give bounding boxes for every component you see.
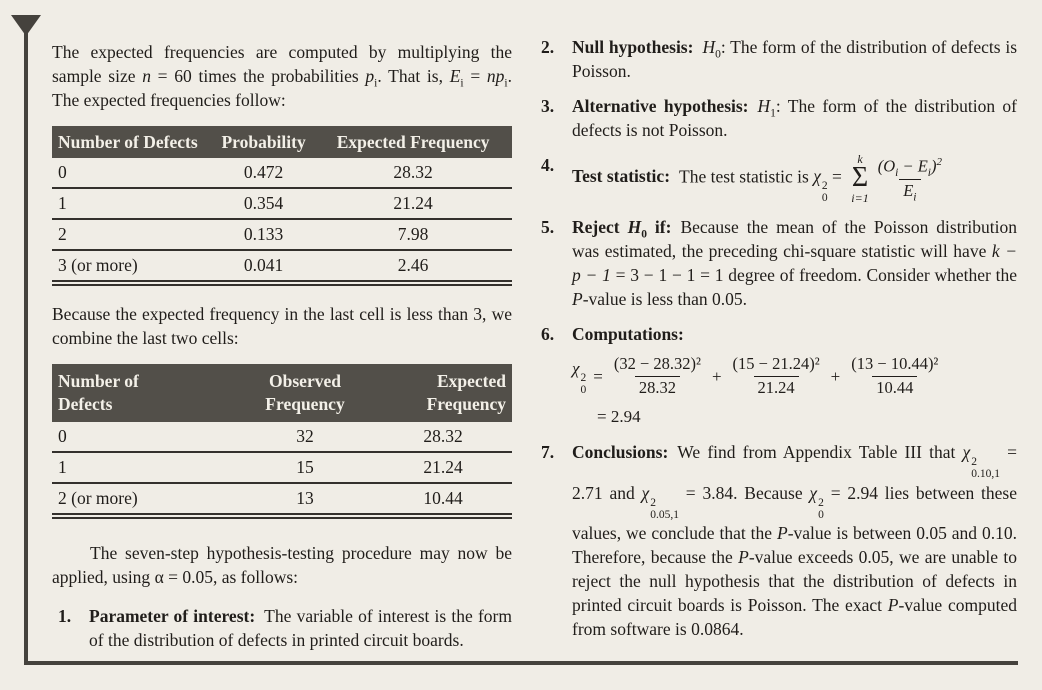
fraction	[847, 355, 942, 398]
computation-formula	[572, 355, 1017, 429]
intro-paragraph	[52, 40, 512, 112]
step-number: 5.	[541, 217, 555, 238]
bottom-page-rule	[24, 661, 1018, 665]
sum-lower-limit: i=1	[851, 190, 869, 205]
step-label	[572, 217, 672, 241]
cell: 0.354	[213, 188, 314, 219]
text-run: (O	[877, 156, 896, 176]
chi-squared-symbol	[813, 166, 828, 205]
math-var-H: H	[702, 37, 716, 57]
cell: 2	[52, 219, 213, 250]
text-run: -value is less than 0.05.	[582, 289, 747, 310]
table-header-row	[52, 126, 512, 158]
math-var-P: P	[776, 522, 788, 543]
header-cell-expected-frequency: Expected Frequency	[314, 126, 512, 158]
table-row	[52, 452, 512, 483]
math-var-np: np	[486, 66, 505, 86]
header-line: Observed	[269, 371, 341, 391]
math-var-P: P	[887, 594, 899, 615]
step-6-computations	[541, 322, 1017, 429]
header-line: Defects	[58, 394, 113, 414]
text-run: Reject	[572, 217, 628, 238]
text-run: − E	[898, 156, 928, 176]
text-run: = 3 − 1 − 1 = 1 degree of freedom. Consider whether the	[610, 265, 1017, 286]
cell: 1	[52, 452, 236, 483]
step-7-conclusions	[541, 440, 1017, 640]
fraction-denominator: 21.24	[754, 376, 799, 398]
subscript-0: 0	[715, 48, 721, 61]
text-run: . That is,	[377, 66, 450, 86]
chi-squared-symbol	[641, 482, 679, 521]
step-body	[572, 35, 1017, 83]
table-row	[52, 188, 512, 219]
subscript-0: 0	[641, 228, 647, 241]
equals-sign: =	[832, 166, 842, 187]
header-line: Number of	[58, 371, 139, 391]
text-run: -value computed from software is 0.0864.	[572, 594, 1017, 639]
cell: 0.133	[213, 219, 314, 250]
superscript: 2	[818, 496, 824, 509]
vertical-rule	[24, 15, 28, 665]
math-var-n: n	[142, 66, 151, 86]
left-column	[52, 40, 512, 652]
cell: 0.472	[213, 158, 314, 188]
chi-glyph: χ	[809, 482, 818, 503]
step-number: 4.	[541, 155, 555, 175]
chi-glyph: χ	[962, 442, 971, 463]
header-cell-number-of-defects	[52, 364, 236, 422]
subscript: 0.10,1	[971, 468, 1000, 481]
subscript-i: i	[504, 77, 508, 90]
text-run: We find from Appendix Table III that	[677, 442, 963, 463]
math-var-E: E	[903, 180, 914, 200]
text-run: if:	[646, 217, 672, 238]
subscript-i: i	[374, 77, 378, 90]
text-run: -value exceeds 0.05, we are unable to reject the null hypothesis that the distribution of defects in printed circuit boards is Poisson. The exact	[572, 546, 1017, 615]
computation-result: = 2.94	[597, 407, 641, 427]
cell: 2.46	[314, 250, 512, 283]
table-row	[52, 250, 512, 283]
cell: 28.32	[374, 422, 512, 452]
superscript: 2	[580, 372, 587, 385]
right-column	[541, 35, 1017, 641]
chi-squared-symbol	[572, 357, 586, 396]
text-run: = 0.05, as follows:	[163, 567, 299, 587]
step-number: 3.	[541, 96, 555, 116]
step-4-test-statistic	[541, 153, 1017, 204]
chi-squared-symbol	[809, 482, 824, 521]
cell: 13	[236, 483, 374, 516]
superscript: 2	[971, 456, 977, 469]
header-cell-observed-frequency	[236, 364, 374, 422]
fraction-denominator	[899, 179, 920, 201]
math-var-P: P	[738, 546, 749, 567]
subscript-1: 1	[770, 107, 776, 120]
math-var-H: H	[627, 217, 642, 238]
subscript-i: i	[913, 190, 917, 203]
step-body	[572, 322, 1017, 429]
chi-squared-symbol	[962, 442, 1000, 481]
math-var-H: H	[757, 96, 771, 116]
fraction	[610, 355, 705, 398]
equals-sign: =	[593, 366, 603, 386]
step-number: 1.	[58, 606, 72, 626]
text-run: = 3.84. Because	[678, 482, 810, 503]
fraction-numerator: (32 − 28.32)²	[613, 354, 701, 374]
text-run: = 60 times the probabilities	[150, 66, 366, 86]
step-label: Parameter of interest:	[89, 606, 256, 626]
example-continuation-marker	[0, 0, 50, 690]
step-body	[89, 604, 512, 652]
cell: 0	[52, 158, 213, 188]
table-header-row	[52, 364, 512, 422]
math-var-E: E	[449, 66, 461, 86]
fraction-numerator: (13 − 10.44)²	[851, 354, 939, 374]
text-run: The test statistic is	[679, 166, 814, 187]
step-label: Alternative hypothesis:	[572, 96, 749, 116]
text-run: The seven-step hypothesis-testing procedure may now be applied, using	[52, 543, 512, 587]
formula-line	[572, 355, 1017, 398]
math-expression: k − p − 1	[572, 241, 1017, 286]
subscript-i: i	[460, 77, 464, 90]
cell: 2 (or more)	[52, 483, 236, 516]
math-var-P: P	[572, 289, 583, 310]
table-row	[52, 158, 512, 188]
chi-glyph: χ	[813, 166, 821, 187]
sum-upper-limit: k	[857, 152, 863, 166]
subscript: 0	[821, 192, 828, 205]
step-body	[572, 153, 1017, 204]
step-label: Computations:	[572, 324, 684, 345]
text-run: : The form of the distribution of defects is not Poisson.	[572, 96, 1017, 140]
header-line: Expected	[436, 371, 506, 391]
cell: 7.98	[314, 219, 512, 250]
step-label: Test statistic:	[572, 166, 671, 187]
table-row	[52, 422, 512, 452]
text-run: =	[463, 66, 487, 86]
superscript-2: 2	[936, 156, 942, 169]
cell: 28.32	[314, 158, 512, 188]
cell: 21.24	[374, 452, 512, 483]
header-cell-probability: Probability	[213, 126, 314, 158]
observed-expected-frequencies-table	[52, 364, 512, 519]
header-cell-number-of-defects: Number of Defects	[52, 126, 213, 158]
chi-glyph: χ	[641, 482, 650, 503]
cell: 1	[52, 188, 213, 219]
text-run: = 2.71 and	[572, 442, 1017, 503]
step-3-alternative-hypothesis	[541, 94, 1017, 142]
step-5-reject-h0-if	[541, 215, 1017, 311]
fraction-denominator: 28.32	[635, 376, 680, 398]
math-var-p: p	[365, 66, 375, 86]
step-number: 2.	[541, 37, 555, 57]
subscript-i: i	[895, 166, 899, 179]
summation-symbol	[851, 153, 868, 204]
text-run: The variable of interest is the form of the distribution of defects in printed circuit boards.	[89, 606, 512, 650]
text-run: Because the mean of the Poisson distribution was estimated, the preceding chi-square statistic will have	[572, 217, 1017, 262]
step-number: 7.	[541, 442, 555, 463]
fraction	[729, 355, 824, 398]
superscript: 2	[650, 496, 656, 509]
combine-cells-note: Because the expected frequency in the last cell is less than 3, we combine the last two cells:	[52, 304, 512, 348]
subscript: 0.05,1	[650, 508, 679, 521]
cell: 0	[52, 422, 236, 452]
fraction-numerator	[874, 156, 946, 178]
text-run: = 2.94 lies between these values, we conclude that the	[572, 482, 1017, 543]
chi-glyph: χ	[572, 359, 580, 379]
step-body	[572, 94, 1017, 142]
cell: 10.44	[374, 483, 512, 516]
step-label: Conclusions:	[572, 442, 669, 463]
procedure-paragraph	[52, 541, 512, 589]
step-2-null-hypothesis	[541, 35, 1017, 83]
plus-sign: +	[711, 366, 722, 386]
subscript-i: i	[927, 166, 931, 179]
subscript: 0	[818, 508, 824, 521]
header-line: Frequency	[265, 394, 345, 414]
table-row	[52, 483, 512, 516]
cell: 3 (or more)	[52, 250, 213, 283]
sigma-glyph: Σ	[851, 162, 869, 193]
cell: 0.041	[213, 250, 314, 283]
text-run: -value is between 0.05 and 0.10. Therefore, because the	[572, 522, 1017, 567]
text-run: . The expected frequencies follow:	[52, 66, 512, 110]
plus-sign: +	[830, 366, 841, 386]
step-body	[572, 215, 1017, 311]
text-run: : The form of the distribution of defects is Poisson.	[572, 37, 1018, 81]
cell: 21.24	[314, 188, 512, 219]
superscript: 2	[821, 180, 828, 193]
table-row	[52, 219, 512, 250]
cell: 32	[236, 422, 374, 452]
text-run: The expected frequencies are computed by multiplying the sample size	[52, 42, 512, 86]
step-label: Null hypothesis:	[572, 37, 694, 57]
fraction-numerator: (15 − 21.24)²	[732, 354, 820, 374]
test-statistic-fraction	[874, 156, 946, 203]
expected-frequencies-table	[52, 126, 512, 286]
header-cell-expected-frequency	[374, 364, 512, 422]
subscript: 0	[580, 384, 587, 397]
header-line: Frequency	[426, 394, 506, 414]
fraction-denominator: 10.44	[872, 376, 917, 398]
text-run: )	[931, 156, 937, 176]
step-body	[572, 440, 1017, 640]
step-1-parameter-of-interest	[52, 604, 512, 652]
math-var-alpha: α	[154, 567, 164, 587]
step-number: 6.	[541, 324, 555, 345]
cell: 15	[236, 452, 374, 483]
